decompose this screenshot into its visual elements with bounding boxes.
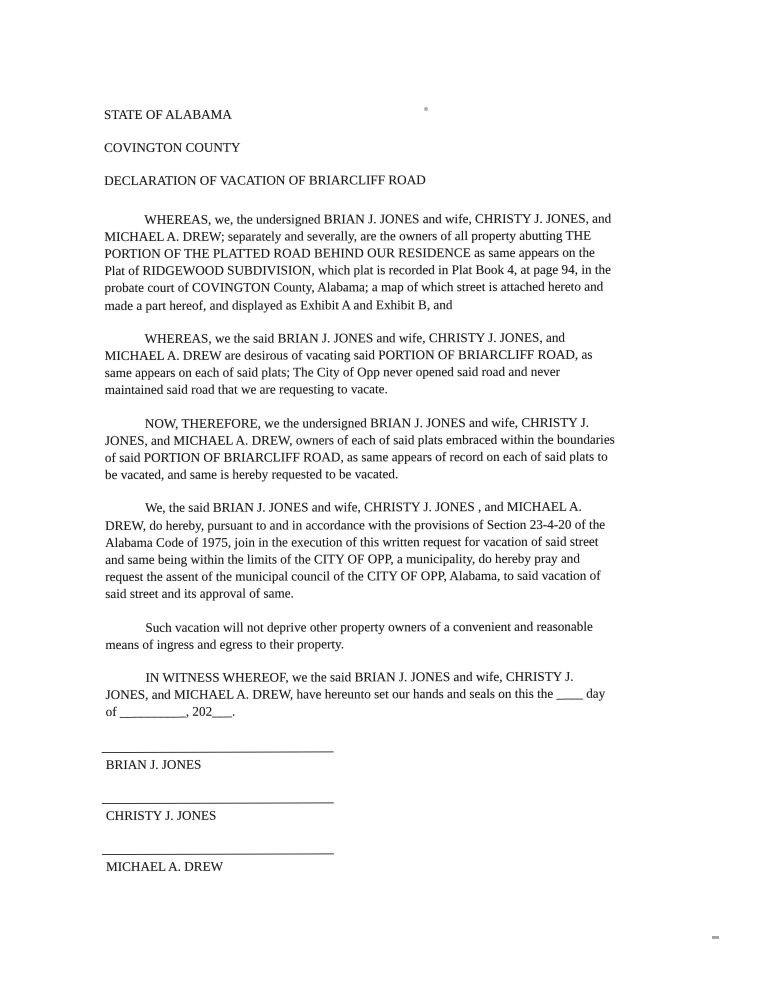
signature-block-michael-drew bbox=[106, 852, 731, 875]
signature-line bbox=[102, 751, 334, 753]
scan-speck-bottom bbox=[712, 936, 719, 939]
county-header: COVINGTON COUNTY bbox=[104, 139, 241, 156]
state-header: STATE OF ALABAMA bbox=[104, 106, 232, 122]
paragraph-whereas-ownership: WHEREAS, we, the undersigned BRIAN J. JONES and wife, CHRISTY J. JONES, and MICHAEL A. DREW; separately and severally, are the owners of all property abutting THE PORTION OF THE PLATTED ROAD BEHIND OUR RESIDENCE as same appears on the Plat of RIDGEWOOD SUBDIVISION, which plat is recorded in Plat Book 4, at page 94, in the probate court of COVINGTON County, Alabama; a map of which street is attached hereto and made a part hereof, and displayed as Exhibit A and Exhibit B, and bbox=[104, 210, 612, 313]
signatory-name: CHRISTY J. JONES bbox=[105, 807, 217, 823]
signature-section bbox=[106, 750, 731, 875]
paragraph-whereas-desire-to-vacate: WHEREAS, we the said BRIAN J. JONES and wife, CHRISTY J. JONES, and MICHAEL A. DREW are desirous of vacating said PORTION OF BRIARCLIFF ROAD, as same appears on each of said plats; The City of Opp never opened said road and never maintained said road that we are requesting to vacate. bbox=[104, 329, 593, 398]
paragraph-now-therefore: NOW, THEREFORE, we the undersigned BRIAN J. JONES and wife, CHRISTY J. JONES, and MICHAEL A. DREW, owners of each of said plats embraced within the boundaries of said PORTION OF BRIARCLIFF ROAD, as same appears of record on each of said plats to be vacated, and same is hereby requested to be vacated. bbox=[104, 414, 615, 483]
signatory-name: MICHAEL A. DREW bbox=[105, 858, 224, 875]
signatory-name: BRIAN J. JONES bbox=[105, 756, 202, 772]
signature-block-brian-jones bbox=[106, 750, 731, 773]
document-title: DECLARATION OF VACATION OF BRIARCLIFF ROAD bbox=[104, 172, 426, 189]
signature-line bbox=[102, 802, 334, 804]
document-content bbox=[104, 104, 731, 905]
signature-line bbox=[102, 853, 334, 855]
paragraph-statutory-request: We, the said BRIAN J. JONES and wife, CHRISTY J. JONES , and MICHAEL A. DREW, do hereby, pursuant to and in accordance with the provisions of Section 23-4-20 of the Alabama Code of 1975, join in the execution of this written request for vacation of said street and same being within the limits of the CITY OF OPP, a municipality, do hereby pray and request the assent of the municipal council of the CITY OF OPP, Alabama, to said vacation of said street and its approval of same. bbox=[105, 499, 606, 602]
signature-block-christy-jones bbox=[106, 801, 731, 824]
paragraph-no-deprivation: Such vacation will not deprive other property owners of a convenient and reasonable means of ingress and egress to their property. bbox=[105, 618, 593, 652]
paragraph-in-witness-whereof: IN WITNESS WHEREOF, we the said BRIAN J. JONES and wife, CHRISTY J. JONES, and MICHAEL A. DREW, have hereunto set our hands and seals on this the ____ day of __________, 202___. bbox=[105, 668, 606, 720]
